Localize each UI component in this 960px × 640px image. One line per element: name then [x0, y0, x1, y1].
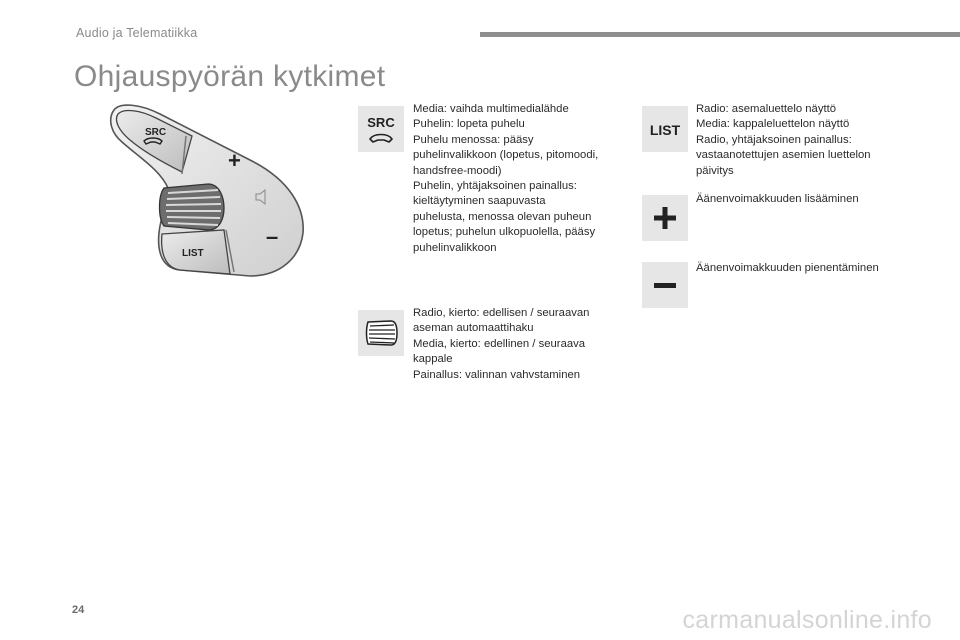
illustration-plus-label: +: [228, 148, 241, 173]
svg-text:–: –: [664, 290, 666, 291]
page-number: 24: [72, 604, 85, 616]
thumbwheel-icon: [358, 310, 404, 356]
illustration-thumbwheel: [160, 184, 225, 230]
steering-wheel-switch-illustration: [100, 98, 310, 283]
plus-icon: [642, 195, 688, 241]
illustration-src-label: SRC: [145, 127, 167, 138]
thumbwheel-description: Radio, kierto: edellisen / seuraavan aseman automaattihaku Media, kierto: edellinen / seuraava kappale Painallus: valinnan vahvstaminen: [413, 307, 590, 381]
list-icon-label: LIST: [649, 122, 681, 138]
src-icon-label: SRC: [367, 115, 395, 130]
minus-icon: [642, 262, 688, 308]
src-phone-icon: [358, 106, 404, 152]
src-description: Media: vaihda multimedialähde Puhelin: lopeta puhelu Puhelu menossa: pääsy puhelinvalikkoon (lopetus, pitomoodi, handsfree-moodi) Puhelin, yhtäjaksoinen painallus: kieltäytyminen saapuvasta puhelusta, menossa olevan puheun lopetus; puhelun ulkopuolella, pääsy puhelinvalikkoon: [413, 103, 599, 254]
page-title: Ohjauspyörän kytkimet: [74, 60, 386, 93]
header-section-title: Audio ja Telematiikka: [76, 26, 198, 40]
header-rule: [480, 32, 960, 37]
plus-description: Äänenvoimakkuuden lisääminen: [696, 193, 859, 205]
list-description: Radio: asemaluettelo näyttö Media: kappaleluettelon näyttö Radio, yhtäjaksoinen painallus: vastaanotettujen asemien luettelon päivitys: [696, 103, 871, 177]
watermark: carmanualsonline.info: [682, 606, 932, 634]
illustration-list-label: LIST: [182, 248, 204, 259]
illustration-minus-label: –: [266, 224, 279, 249]
minus-description: Äänenvoimakkuuden pienentäminen: [696, 262, 879, 274]
list-icon: [642, 106, 688, 152]
